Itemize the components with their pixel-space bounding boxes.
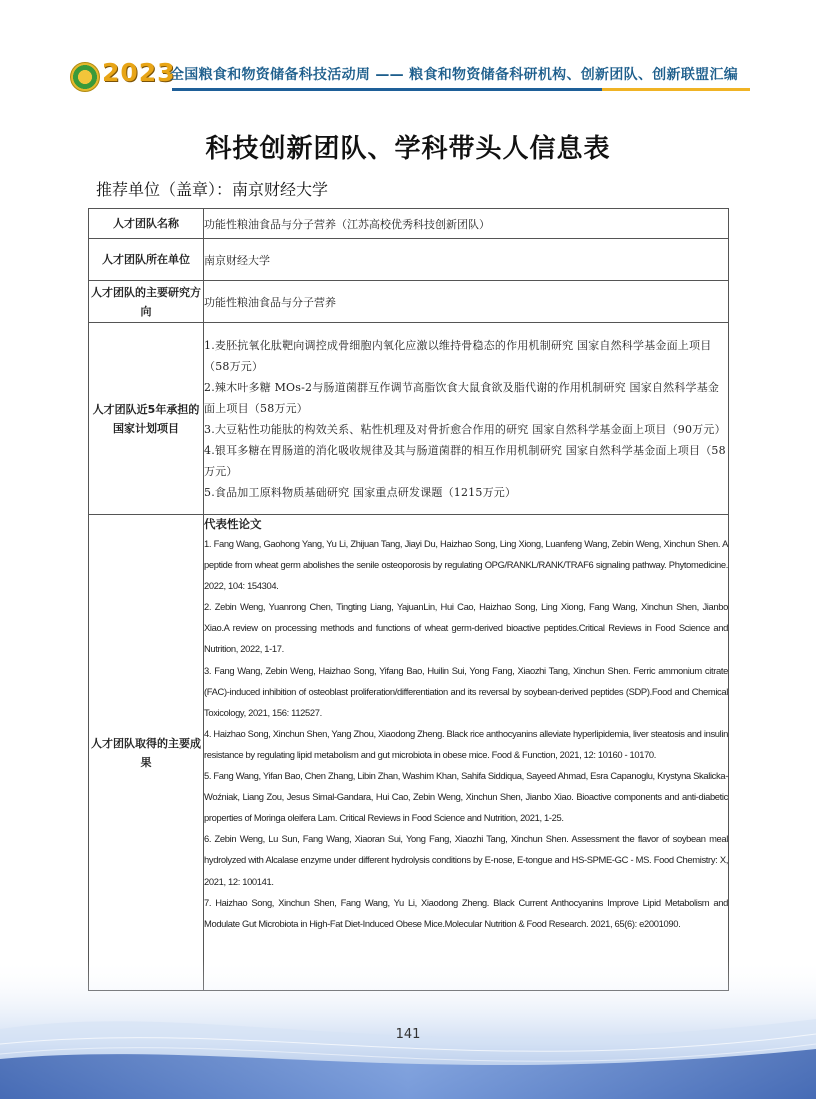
project-item: 2.辣木叶多糖 MOs-2与肠道菌群互作调节高脂饮食大鼠食欲及脂代谢的作用机制研究 国家自然科学基金面上项目（58万元） [204, 380, 720, 415]
header-year: 2023 [102, 58, 176, 87]
projects-label: 人才团队近5年承担的国家计划项目 [89, 323, 204, 515]
paper-item: 6. Zebin Weng, Lu Sun, Fang Wang, Xiaoran Sui, Yong Fang, Xiaozhi Tang, Xinchun Shen. Assessment the flavor of soybean meal hydrolyzed with Alcalase enzyme under different hydrolysis conditions by E-nose, E-tongue and HS-SPME-GC - MS. Food Chemistry: X, 2021, 12: 100141. [204, 833, 728, 887]
project-item: 3.大豆粘性功能肽的构效关系、粘性机理及对骨折愈合作用的研究 国家自然科学基金面上项目（90万元） [204, 422, 726, 436]
direction-value: 功能性粮油食品与分子营养 [204, 281, 729, 323]
projects-value [204, 323, 729, 515]
team-name-value: 功能性粮油食品与分子营养（江苏高校优秀科技创新团队） [204, 209, 729, 239]
table-row [89, 281, 729, 323]
recommend-unit: 推荐单位（盖章）：南京财经大学 [96, 180, 329, 199]
table-row [89, 323, 729, 515]
paper-item: 3. Fang Wang, Zebin Weng, Haizhao Song, Yifang Bao, Huilin Sui, Yong Fang, Xiaozhi Tang, Xinchun Shen. Ferric ammonium citrate (FAC)-induced inhibition of osteoblast proliferation/differentiation and its reversal by soybean-derived peptides (SDP).Food and Chemical Toxicology, 2021, 156: 112527. [204, 664, 728, 718]
project-item: 1.麦胚抗氧化肽靶向调控成骨细胞内氧化应激以维持骨稳态的作用机制研究 国家自然科学基金面上项目（58万元） [204, 338, 712, 373]
page-number: 141 [395, 1027, 421, 1042]
paper-item: 4. Haizhao Song, Xinchun Shen, Yang Zhou, Xiaodong Zheng. Black rice anthocyanins alleviate hyperlipidemia, liver steatosis and insulin resistance by regulating lipid metabolism and gut microbiota in obese mice. Food & Function, 2021, 12: 10160 - 10170. [204, 727, 728, 760]
project-item: 5.食品加工原料物质基础研究 国家重点研发课题（1215万元） [204, 485, 517, 499]
header-title: 全国粮食和物资储备科技活动周 —— 粮食和物资储备科研机构、创新团队、创新联盟汇编 [170, 67, 739, 83]
direction-label: 人才团队的主要研究方向 [89, 281, 204, 323]
table-row [89, 239, 729, 281]
header-rule-yellow [602, 88, 750, 91]
paper-item: 1. Fang Wang, Gaohong Yang, Yu Li, Zhijuan Tang, Jiayi Du, Haizhao Song, Ling Xiong, Luanfeng Wang, Zebin Weng, Xinchun Shen. A peptide from wheat germ abolishes the senile osteoporosis by regulating OPG/RANKL/RANK/TRAF6 signaling pathway. Phytomedicine. 2022, 104: 154304. [204, 538, 728, 592]
paper-item: 2. Zebin Weng, Yuanrong Chen, Tingting Liang, YajuanLin, Hui Cao, Haizhao Song, Ling Xiong, Fang Wang, Xinchun Shen, Jianbo Xiao.A review on processing methods and functions of wheat germ-derived bioactive peptides.Critical Reviews in Food Science and Nutrition, 2022, 1-17. [204, 601, 728, 655]
unit-value: 南京财经大学 [204, 239, 729, 281]
paper-item: 5. Fang Wang, Yifan Bao, Chen Zhang, Libin Zhan, Washim Khan, Sahifa Siddiqua, Sayeed Ahmad, Esra Capanoglu, Krystyna Skalicka-Woźniak, Liang Zou, Jesus Simal-Gandara, Hui Cao, Zebin Weng, Xinchun Shen, Jianbo Xiao. Bioactive components and anti-diabetic properties of Moringa oleifera Lam. Critical Reviews in Food Science and Nutrition, 2021, 1-25. [204, 770, 728, 824]
grain-logo-icon [70, 62, 100, 92]
papers-subtitle: 代表性论文 [204, 517, 262, 531]
unit-label: 人才团队所在单位 [89, 239, 204, 281]
table-row [89, 209, 729, 239]
table-row [89, 515, 729, 991]
page-header [0, 56, 816, 96]
achievements-value [204, 515, 729, 991]
header-rule-blue [172, 88, 602, 91]
project-item: 4.银耳多糖在胃肠道的消化吸收规律及其与肠道菌群的相互作用机制研究 国家自然科学基金面上项目（58万元） [204, 443, 726, 478]
team-name-label: 人才团队名称 [89, 209, 204, 239]
info-table [88, 208, 729, 991]
achievements-label: 人才团队取得的主要成果 [89, 515, 204, 991]
page-title: 科技创新团队、学科带头人信息表 [205, 134, 611, 164]
paper-item: 7. Haizhao Song, Xinchun Shen, Fang Wang, Yu Li, Xiaodong Zheng. Black Current Anthocyanins Improve Lipid Metabolism and Modulate Gut Microbiota in High-Fat Diet-Induced Obese Mice.Molecular Nutrition & Food Research. 2021, 65(6): e2001090. [204, 896, 728, 929]
